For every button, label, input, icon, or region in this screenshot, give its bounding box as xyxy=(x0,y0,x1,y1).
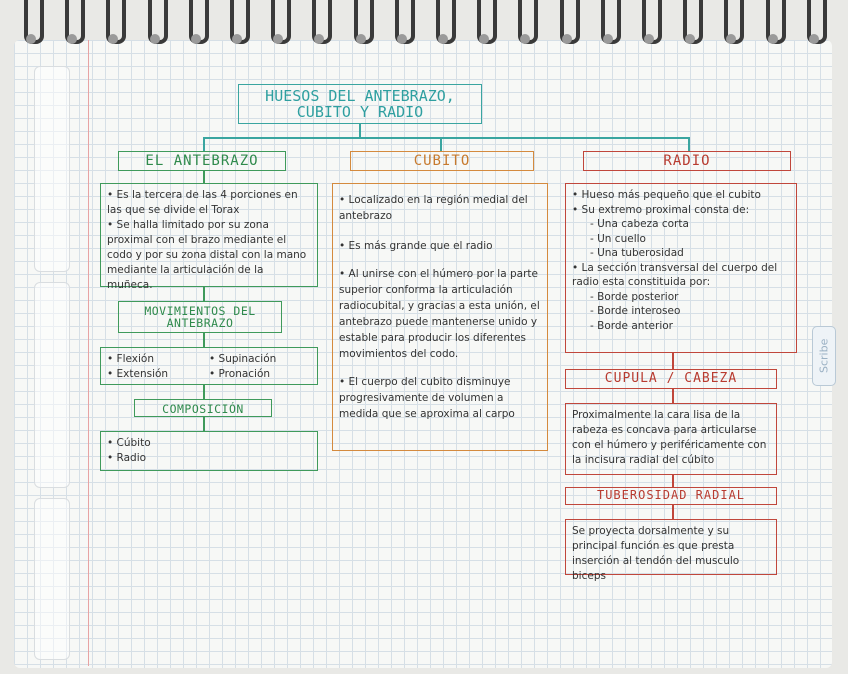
binding-hole xyxy=(232,34,242,44)
cubito-description xyxy=(332,183,548,451)
cupula-text: Proximalmente la cara lisa de la rabeza es concava para articularse con el húmero y periféricamente con la incisura radial del cúbito xyxy=(565,403,777,475)
binding-hole xyxy=(150,34,160,44)
cubito-paragraph: • El cuerpo del cubito disminuye progresivamente de volumen a medida que se aproxima al carpo xyxy=(339,376,515,420)
list-item: - Borde interoseo xyxy=(590,305,681,317)
list-item: - Un cuello xyxy=(590,232,646,245)
list-item: - Una tuberosidad xyxy=(590,247,684,259)
binding-hole xyxy=(438,34,448,44)
connector xyxy=(672,353,674,369)
movimientos-list xyxy=(100,347,318,385)
connector xyxy=(688,137,690,151)
binding-hole xyxy=(562,34,572,44)
cubito-paragraph: • Al unirse con el húmero por la parte superior conforma la articulación radiocubital, y gracias a esta unión, el antebrazo puede mantenerse unido y estable para producir los diferentes movimientos del codo. xyxy=(339,268,540,360)
tuberosidad-header: TUBEROSIDAD RADIAL xyxy=(565,487,777,505)
connector xyxy=(203,171,205,183)
list-item: • Flexión xyxy=(107,353,154,365)
page-tab xyxy=(34,498,70,660)
binding-hole xyxy=(768,34,778,44)
connector xyxy=(203,417,205,431)
list-item: • Cúbito xyxy=(107,437,151,449)
composicion-list xyxy=(100,431,318,471)
cubito-header: CUBITO xyxy=(350,151,534,171)
connector xyxy=(672,389,674,403)
list-item: - Borde anterior xyxy=(590,319,673,332)
page-tab xyxy=(34,66,70,272)
connector xyxy=(672,475,674,487)
connector xyxy=(440,137,442,151)
connector xyxy=(359,124,361,138)
binding-hole xyxy=(356,34,366,44)
cubito-paragraph: • Es más grande que el radio xyxy=(339,240,493,252)
connector xyxy=(672,505,674,519)
main-title xyxy=(238,84,482,124)
binding-hole xyxy=(397,34,407,44)
radio-description: • Hueso más pequeño que el cubito • Su extremo proximal consta de: - Una cabeza corta - Un cuello - Una tuberosidad • La sección transversal del cuerpo del radio esta constituida por: - Borde posterior - Borde interoseo - Borde anterior xyxy=(565,183,797,353)
connector xyxy=(203,333,205,347)
list-item: • Supinación xyxy=(209,353,277,365)
spiral-binding xyxy=(0,0,848,48)
radio-header: RADIO xyxy=(583,151,791,171)
list-item: • Pronación xyxy=(209,368,271,380)
title-line-2: CUBITO Y RADIO xyxy=(296,103,424,121)
connector xyxy=(203,385,205,399)
tuberosidad-text: Se proyecta dorsalmente y su principal función es que presta inserción al tendón del musculo biceps xyxy=(565,519,777,575)
binding-hole xyxy=(26,34,36,44)
connector xyxy=(203,137,690,139)
connector xyxy=(203,287,205,301)
antebrazo-description: • Es la tercera de las 4 porciones en las que se divide el Torax • Se halla limitado por su zona proximal con el brazo mediante el codo y por su zona distal con la mano mediante la articulación de la muñeca. xyxy=(100,183,318,287)
binding-hole xyxy=(809,34,819,44)
list-item: - Borde posterior xyxy=(590,290,679,303)
list-item: - Una cabeza corta xyxy=(590,218,689,230)
antebrazo-header: EL ANTEBRAZO xyxy=(118,151,286,171)
scribe-logo: Scribe xyxy=(812,326,836,386)
binding-hole xyxy=(644,34,654,44)
cupula-header: CUPULA / CABEZA xyxy=(565,369,777,389)
list-item: • Extensión xyxy=(107,368,169,380)
list-item: • Radio xyxy=(107,452,147,464)
cubito-paragraph: • Localizado en la región medial del antebrazo xyxy=(339,194,528,222)
page-tab xyxy=(34,282,70,488)
composicion-header: COMPOSICIÓN xyxy=(134,399,272,417)
connector xyxy=(203,137,205,151)
binding-hole xyxy=(191,34,201,44)
title-line-1: HUESOS DEL ANTEBRAZO, xyxy=(265,87,455,105)
movimientos-header: MOVIMIENTOS DEL ANTEBRAZO xyxy=(118,301,282,333)
binding-hole xyxy=(603,34,613,44)
margin-line xyxy=(88,40,89,666)
